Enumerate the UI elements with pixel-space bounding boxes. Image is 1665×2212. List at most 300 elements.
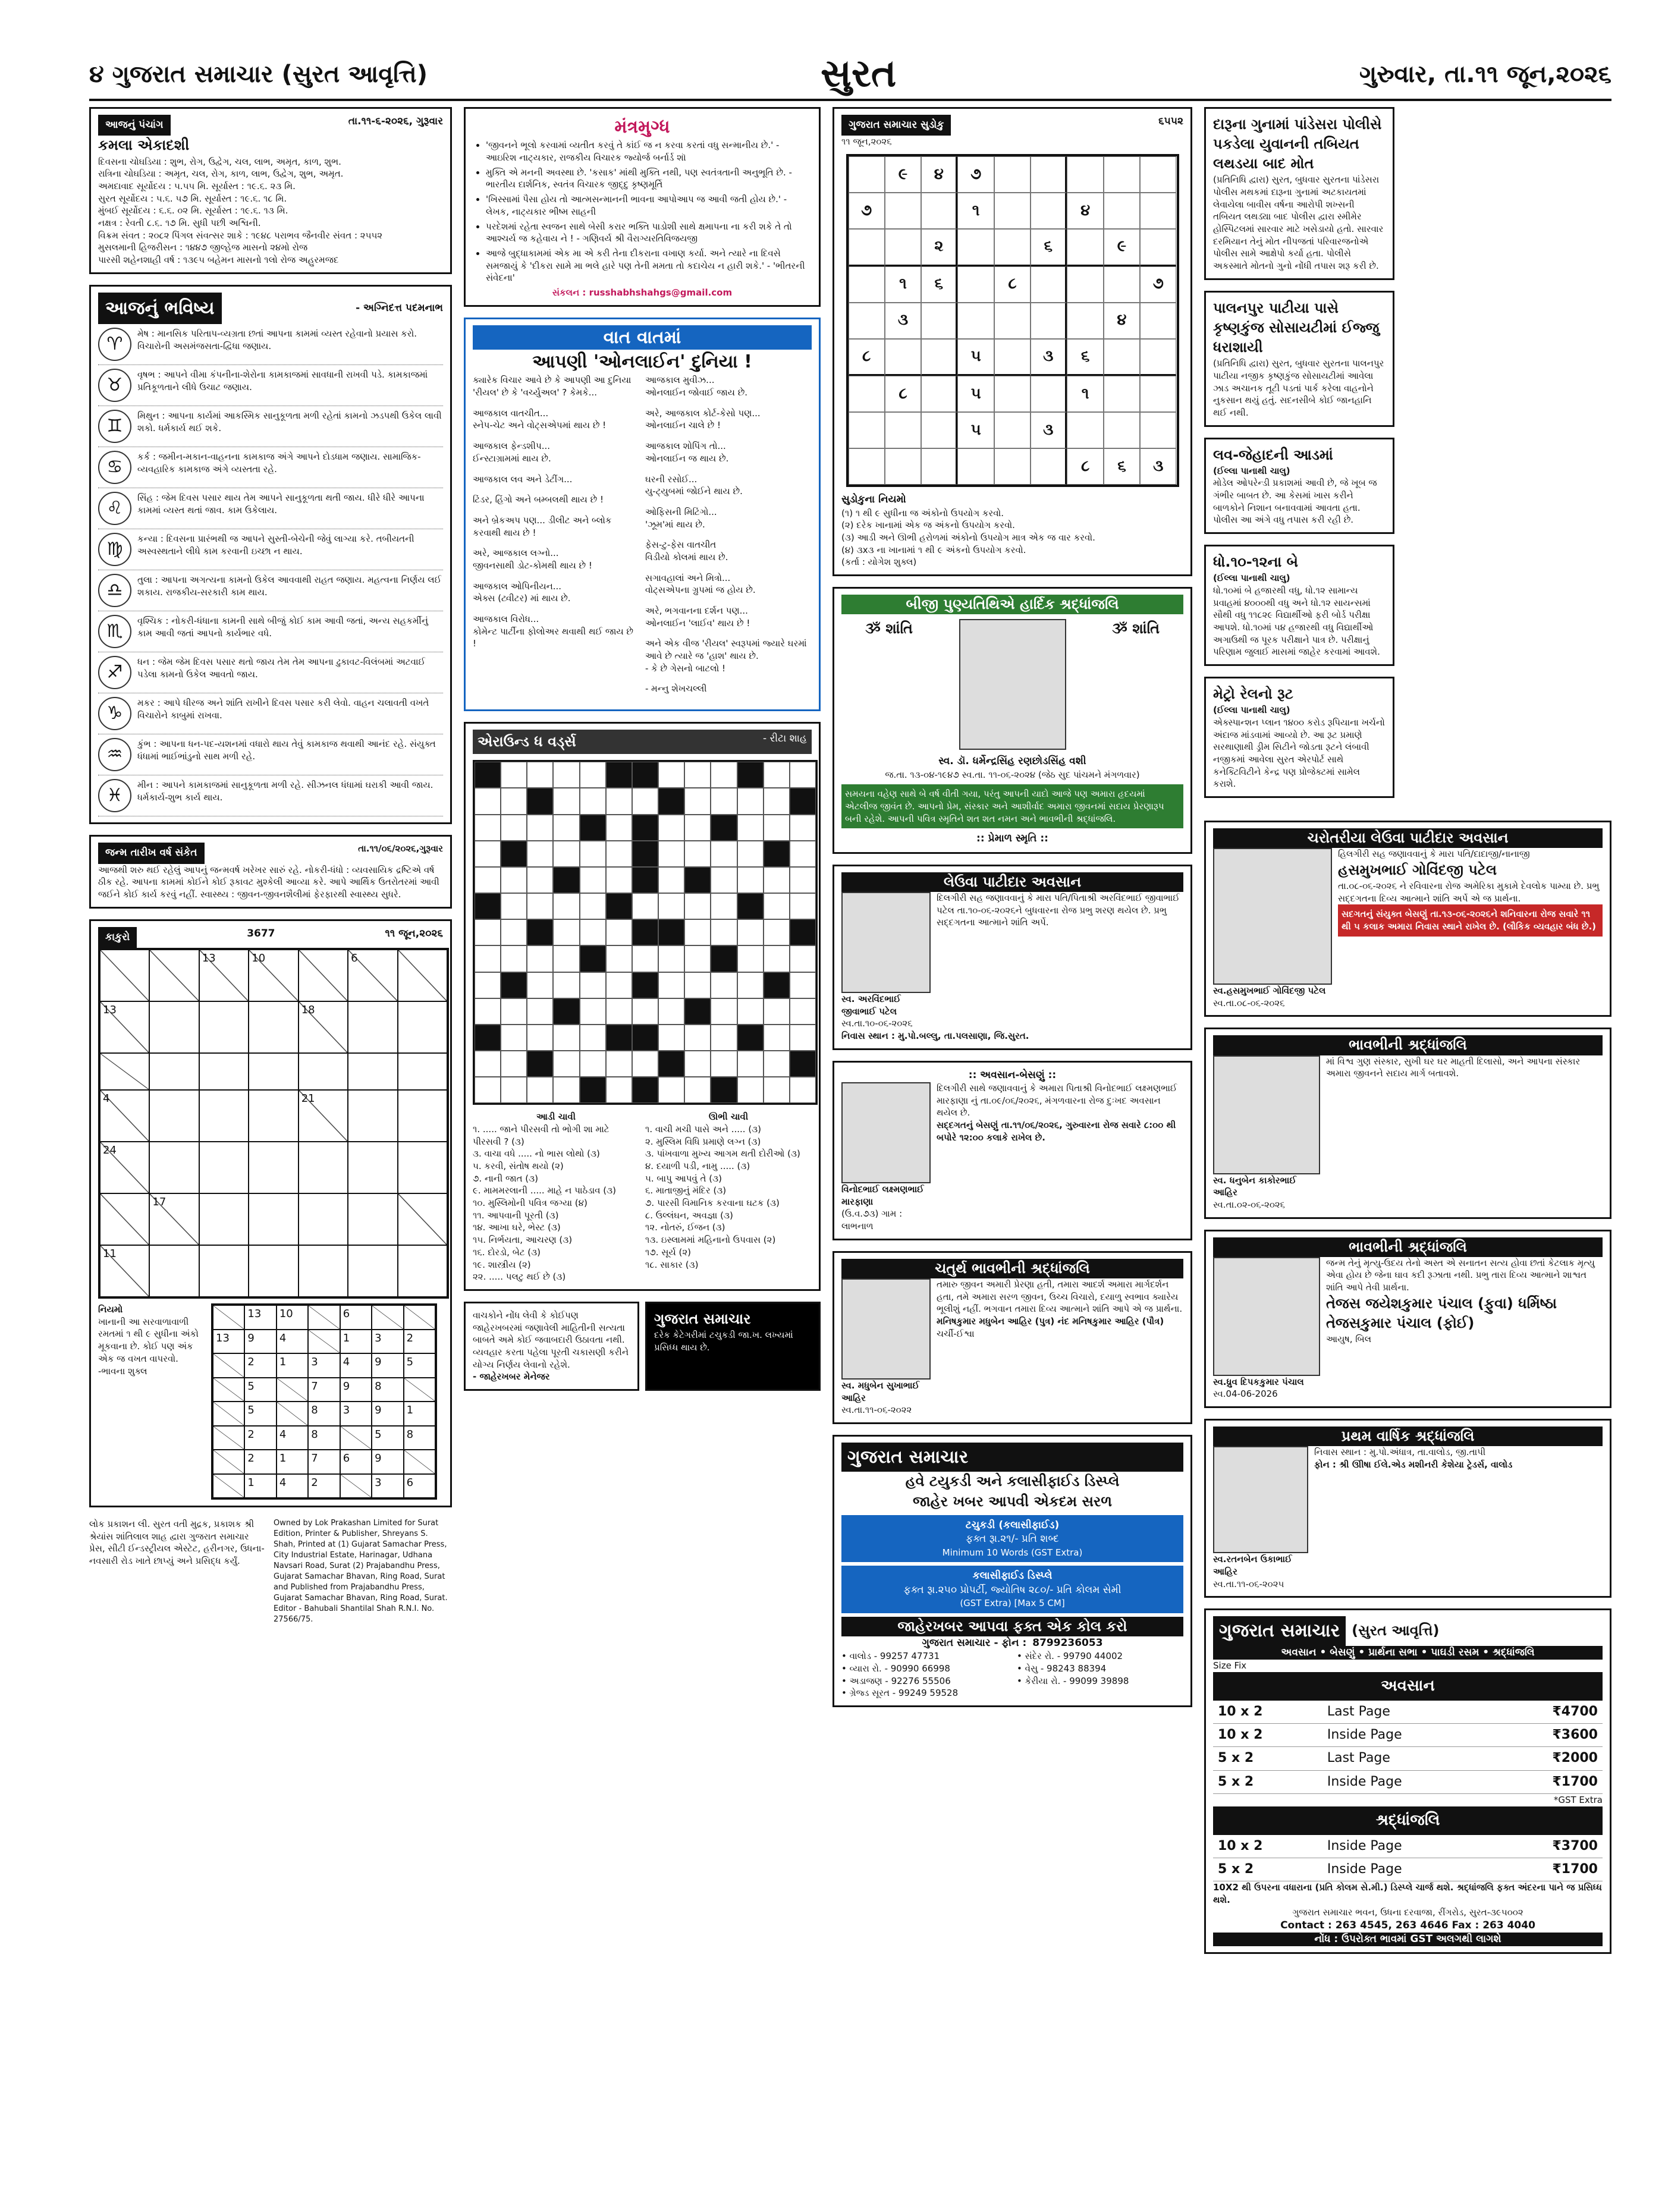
sudoku-cell[interactable] [1031, 156, 1067, 193]
crossword-block [658, 1051, 684, 1077]
crossword-cell[interactable] [553, 893, 579, 919]
crossword-cell[interactable] [711, 1051, 737, 1077]
kakuro-cell[interactable] [199, 1053, 249, 1090]
crossword-cell[interactable] [501, 1077, 527, 1103]
crossword-block [606, 893, 632, 919]
crossword-cell[interactable] [684, 1077, 711, 1103]
kakuro-cell[interactable] [348, 1001, 397, 1053]
sudoku-cell[interactable]: ૧ [885, 266, 921, 303]
kakuro-solution-cell: 1 [277, 1450, 308, 1474]
news-list [1204, 107, 1394, 798]
kakuro-cell[interactable] [348, 1193, 397, 1245]
crossword-cell[interactable] [475, 867, 501, 893]
sudoku-cell[interactable] [1031, 303, 1067, 339]
crossword-cell[interactable] [764, 867, 790, 893]
kakuro-solution-cell [277, 1378, 308, 1402]
kakuro-solution-cell: 4 [277, 1426, 308, 1450]
crossword-cell[interactable] [737, 788, 764, 814]
sudoku-cell[interactable] [849, 303, 885, 339]
sudoku-cell[interactable] [994, 376, 1031, 412]
sudoku-cell[interactable]: ૧ [957, 193, 994, 229]
crossword-cell[interactable] [737, 841, 764, 867]
sudoku-cell[interactable] [1104, 339, 1140, 376]
crossword-cell[interactable] [501, 867, 527, 893]
crossword-cell[interactable] [580, 1025, 606, 1051]
sudoku-cell[interactable] [1104, 266, 1140, 303]
rate-page: Inside Page [1322, 1770, 1492, 1793]
kakuro-cell[interactable] [398, 1001, 447, 1053]
crossword-cell[interactable] [684, 945, 711, 972]
crossword-cell[interactable] [475, 788, 501, 814]
crossword-cell[interactable] [553, 1051, 579, 1077]
sudoku-cell[interactable]: ૪ [1067, 193, 1103, 229]
kakuro-cell[interactable] [249, 1001, 298, 1053]
crossword-cell[interactable] [501, 919, 527, 945]
crossword-cell[interactable] [737, 1051, 764, 1077]
crossword-cell[interactable] [711, 841, 737, 867]
horoscope-text: મિથુન : આપના કાર્યમાં આકસ્મિક સાનુકૂળતા મળી રહેતાં કામનો ઝડપથી ઉકેલ લાવી શકો. ધર્મકાર્ય થઈ શકે. [137, 410, 442, 433]
crossword-cell[interactable] [501, 815, 527, 841]
sudoku-cell[interactable] [1067, 266, 1103, 303]
crossword-grid[interactable] [473, 760, 818, 1105]
crossword-cell[interactable] [580, 788, 606, 814]
crossword-cell[interactable] [684, 841, 711, 867]
kakuro-clue-cell: 17 [149, 1193, 199, 1245]
kakuro-cell[interactable] [199, 1142, 249, 1193]
crossword-cell[interactable] [527, 1025, 553, 1051]
rate-contact[interactable]: Contact : 263 4545, 263 4646 Fax : 263 4040 [1280, 1919, 1535, 1931]
crossword-cell[interactable] [606, 1077, 632, 1103]
kakuro-cell[interactable] [348, 1142, 397, 1193]
kakuro-cell[interactable] [199, 1193, 249, 1245]
sudoku-cell[interactable]: ૭ [957, 156, 994, 193]
sudoku-cell[interactable] [957, 229, 994, 266]
sudoku-cell[interactable] [1067, 303, 1103, 339]
crossword-cell[interactable] [790, 972, 816, 998]
kakuro-cell[interactable] [398, 1245, 447, 1297]
sudoku-cell[interactable] [921, 376, 957, 412]
kakuro-cell[interactable] [149, 1001, 199, 1053]
sudoku-cell[interactable] [994, 229, 1031, 266]
crossword-cell[interactable] [711, 972, 737, 998]
rate-size: 10 x 2 [1213, 1835, 1322, 1858]
crossword-cell[interactable] [553, 945, 579, 972]
crossword-cell[interactable] [737, 945, 764, 972]
sudoku-cell[interactable]: ૬ [1031, 229, 1067, 266]
sudoku-cell[interactable]: ૭ [849, 193, 885, 229]
crossword-cell[interactable] [632, 998, 658, 1025]
crossword-cell[interactable] [658, 972, 684, 998]
crossword-cell[interactable] [658, 867, 684, 893]
sudoku-cell[interactable]: ૮ [885, 376, 921, 412]
sudoku-cell[interactable]: ૪ [921, 156, 957, 193]
crossword-cell[interactable] [764, 919, 790, 945]
imprint [89, 1518, 452, 1625]
crossword-cell[interactable] [764, 762, 790, 788]
crossword-cell[interactable] [764, 893, 790, 919]
kakuro-cell[interactable] [348, 1053, 397, 1090]
sudoku-cell[interactable] [957, 303, 994, 339]
kakuro-solution-cell [213, 1450, 244, 1474]
kakuro-cell[interactable] [299, 1193, 348, 1245]
mantra-item: • પરદેશમાં રહેતા સ્વજન સાથે બેસી કરાર ભક્તિ પાડોશી સાથે ક્ષમાપના ના કરી શકે તે તો આશ્ચર્ય જ કહેવાય ને ! - ગણિવર્ય શ્રી વૈરાગ્યરતિવિજયજી [486, 221, 812, 245]
sudoku-cell[interactable] [1031, 448, 1067, 485]
crossword-cell[interactable] [737, 998, 764, 1025]
crossword-cell[interactable] [737, 1077, 764, 1103]
sudoku-cell[interactable] [1104, 412, 1140, 448]
sudoku-cell[interactable] [921, 193, 957, 229]
crossword-cell[interactable] [658, 762, 684, 788]
sudoku-cell[interactable]: ૯ [885, 156, 921, 193]
rate-price: ₹2000 [1492, 1747, 1603, 1770]
sudoku-cell[interactable] [885, 229, 921, 266]
crossword-cell[interactable] [527, 998, 553, 1025]
kakuro-solution-cell: 1 [404, 1402, 435, 1426]
crossword-cell[interactable] [580, 998, 606, 1025]
crossword-cell[interactable] [527, 867, 553, 893]
sudoku-cell[interactable] [885, 412, 921, 448]
crossword-cell[interactable] [553, 1025, 579, 1051]
crossword-cell[interactable] [737, 972, 764, 998]
pisces-icon: ♓ [98, 779, 131, 812]
vaat-line: આજકાલ ઓપિનીયન... એક્સ (ટ્વીટર) માં થાય છે. [473, 580, 571, 604]
sudoku-cell[interactable] [885, 339, 921, 376]
crossword-cell[interactable] [711, 893, 737, 919]
kakuro-cell[interactable] [249, 1053, 298, 1090]
crossword-cell[interactable] [711, 998, 737, 1025]
sudoku-cell[interactable]: ૩ [1140, 448, 1176, 485]
sudoku-cell[interactable] [1104, 376, 1140, 412]
sudoku-cell[interactable]: ૯ [1104, 229, 1140, 266]
sudoku-cell[interactable] [994, 303, 1031, 339]
crossword-cell[interactable] [632, 1051, 658, 1077]
crossword-cell[interactable] [684, 815, 711, 841]
crossword-cell[interactable] [475, 945, 501, 972]
kakuro-cell[interactable] [299, 1053, 348, 1090]
crossword-cell[interactable] [764, 788, 790, 814]
crossword-cell[interactable] [553, 919, 579, 945]
crossword-cell[interactable] [527, 762, 553, 788]
kakuro-cell[interactable] [348, 1245, 397, 1297]
sudoku-rules [841, 507, 1183, 557]
crossword-cell[interactable] [553, 815, 579, 841]
sudoku-cell[interactable] [1140, 376, 1176, 412]
crossword-cell[interactable] [790, 945, 816, 972]
crossword-cell[interactable] [501, 788, 527, 814]
crossword-cell[interactable] [527, 841, 553, 867]
rate-row [1213, 1770, 1603, 1793]
sudoku-cell[interactable] [994, 156, 1031, 193]
crossword-cell[interactable] [711, 919, 737, 945]
crossword-cell[interactable] [527, 1077, 553, 1103]
kakuro-cell[interactable] [348, 1090, 397, 1142]
crossword-cell[interactable] [684, 788, 711, 814]
mantra-box [464, 107, 821, 307]
crossword-cell[interactable] [684, 1051, 711, 1077]
crossword-cell[interactable] [501, 893, 527, 919]
kakuro-solution-cell [340, 1474, 372, 1498]
crossword-cell[interactable] [711, 762, 737, 788]
crossword-cell[interactable] [684, 762, 711, 788]
sudoku-cell[interactable]: ૫ [957, 376, 994, 412]
crossword-cell[interactable] [475, 919, 501, 945]
crossword-cell[interactable] [632, 893, 658, 919]
crossword-cell[interactable] [764, 815, 790, 841]
crossword-cell[interactable] [527, 972, 553, 998]
crossword-cell[interactable] [475, 1051, 501, 1077]
sudoku-cell[interactable]: ૬ [1067, 339, 1103, 376]
crossword-cell[interactable] [764, 998, 790, 1025]
crossword-cell[interactable] [475, 972, 501, 998]
sudoku-cell[interactable] [921, 412, 957, 448]
sudoku-cell[interactable] [1067, 156, 1103, 193]
scorpio-icon: ♏ [98, 615, 131, 648]
horoscope-item [98, 734, 443, 775]
sudoku-cell[interactable] [957, 448, 994, 485]
crossword-cell[interactable] [711, 1025, 737, 1051]
crossword-cell[interactable] [790, 815, 816, 841]
sudoku-cell[interactable]: ૮ [849, 339, 885, 376]
sudoku-cell[interactable]: ૭ [1140, 266, 1176, 303]
sudoku-cell[interactable] [994, 339, 1031, 376]
sudoku-cell[interactable] [849, 229, 885, 266]
crossword-cell[interactable] [475, 841, 501, 867]
vaat-line: આજકાલ ફેન્ડશીપ... ઈન્સ્ટાગ્રામમાં થાય છે. [473, 441, 551, 464]
sudoku-cell[interactable]: ૧ [1067, 376, 1103, 412]
crossword-cell[interactable] [501, 1051, 527, 1077]
kakuro-cell[interactable] [199, 1001, 249, 1053]
kakuro-cell[interactable] [199, 1245, 249, 1297]
sudoku-cell[interactable] [994, 412, 1031, 448]
crossword-cell[interactable] [658, 1077, 684, 1103]
sudoku-cell[interactable] [1104, 156, 1140, 193]
sudoku-cell[interactable] [1104, 193, 1140, 229]
crossword-cell[interactable] [553, 788, 579, 814]
crossword-cell[interactable] [658, 815, 684, 841]
kakuro-cell[interactable] [398, 1142, 447, 1193]
rate-page: Last Page [1322, 1747, 1492, 1770]
sudoku-rule: (૨) દરેક ખાનામાં એક જ અંકનો ઉપયોગ કરવો. [841, 520, 1015, 531]
crossword-cell[interactable] [606, 815, 632, 841]
obit7-box [832, 1251, 1192, 1424]
crossword-cell[interactable] [737, 867, 764, 893]
crossword-cell[interactable] [580, 1051, 606, 1077]
panchang-line: સુરત સૂર્યોદય : ૫.૬. ૫૭ મિ. સૂર્યાસ્ત : ૧૯.૬. ૧૮ મિ. [98, 193, 287, 204]
sudoku-cell[interactable] [1031, 376, 1067, 412]
sudoku-cell[interactable] [1067, 229, 1103, 266]
sudoku-cell[interactable] [885, 193, 921, 229]
kakuro-solution-cell: 2 [244, 1353, 276, 1378]
sudoku-cell[interactable] [1031, 266, 1067, 303]
crossword-cell[interactable] [527, 815, 553, 841]
crossword-cell[interactable] [711, 788, 737, 814]
crossword-cell[interactable] [684, 919, 711, 945]
crossword-cell[interactable] [632, 788, 658, 814]
crossword-cell[interactable] [553, 972, 579, 998]
crossword-cell[interactable] [764, 1077, 790, 1103]
crossword-cell[interactable] [527, 893, 553, 919]
obit2-prayer: સદગતનું સંયુક્ત બેસણું તા.૧૩-૦૬-૨૦૨૬ને શનિવારના રોજ સવારે ૧૧ થી ૫ કલાક અમારા નિવાસ સ્થાને રાખેલ છે. (લૌકિક વ્યવહાર બંધ છે.) [1338, 904, 1603, 936]
sudoku-cell[interactable]: ૫ [957, 412, 994, 448]
crossword-cell[interactable] [501, 998, 527, 1025]
classified-phone[interactable]: 8799236053 [1032, 1636, 1103, 1649]
crossword-cell[interactable] [606, 841, 632, 867]
crossword-cell[interactable] [790, 1077, 816, 1103]
kakuro-grid[interactable] [98, 948, 449, 1299]
kakuro-cell[interactable] [249, 1142, 298, 1193]
kakuro-cell[interactable] [398, 1090, 447, 1142]
sudoku-cell[interactable] [1140, 229, 1176, 266]
sudoku-cell[interactable]: ૮ [1067, 448, 1103, 485]
sudoku-cell[interactable] [1140, 156, 1176, 193]
crossword-cell[interactable] [606, 972, 632, 998]
sudoku-cell[interactable]: ૫ [957, 339, 994, 376]
crossword-cell[interactable] [790, 998, 816, 1025]
sudoku-cell[interactable] [849, 412, 885, 448]
crossword-cell[interactable] [580, 841, 606, 867]
crossword-cell[interactable] [553, 762, 579, 788]
crossword-cell[interactable] [684, 972, 711, 998]
crossword-cell[interactable] [606, 919, 632, 945]
sudoku-cell[interactable] [921, 303, 957, 339]
sudoku-cell[interactable]: ૨ [921, 229, 957, 266]
crossword-cell[interactable] [606, 788, 632, 814]
panchang-line: મુંબઈ સૂર્યોદય : ૬.૬. ૦૨ મિ. સૂર્યાસ્ત : ૧૯.૬. ૧૩ મિ. [98, 205, 288, 216]
horoscope-item [98, 488, 443, 529]
crossword-cell[interactable] [790, 893, 816, 919]
crossword-cell[interactable] [580, 867, 606, 893]
crossword-cell[interactable] [790, 762, 816, 788]
sudoku-cell[interactable]: ૬ [1104, 448, 1140, 485]
crossword-cell[interactable] [580, 762, 606, 788]
kakuro-cell[interactable] [249, 1245, 298, 1297]
rate-size: 10 x 2 [1213, 1724, 1322, 1747]
obit1-body: સમયના વહેણ સાથે બે વર્ષ વીતી ગયા, પરંતુ આપની યાદો આજે પણ અમારા હૃદયમાં એટલીજ જીવંત છે. આપનો પ્રેમ, સંસ્કાર અને આશીર્વાદ અમારા જીવનમાં સદાય પ્રેરણારૂપ બની રહેશે. આપની પવિત્ર સ્મૃતિને શત શત નમન અને ભાવભીની શ્રદ્ધાંજલિ. [841, 784, 1183, 828]
obit1-box [832, 587, 1192, 854]
crossword-cell[interactable] [790, 867, 816, 893]
kakuro-cell[interactable] [149, 1245, 199, 1297]
panchang-line: વિક્રમ સંવત : ૨૦૮૨ પિંગલ સંવત્સર શાકે : ૧૯૪૮ પરાભવ જૈનવીર સંવત : ૨૫૫૨ [98, 230, 383, 241]
kakuro-cell[interactable] [398, 1053, 447, 1090]
obit1-shanti-right: ૐ શાંતિ [1112, 620, 1160, 637]
across-clue: ૧૫. નિર્ભયતા, આચરણ (૩) [473, 1234, 573, 1246]
crossword-cell[interactable] [527, 945, 553, 972]
sudoku-cell[interactable] [994, 448, 1031, 485]
sudoku-cell[interactable] [1140, 339, 1176, 376]
crossword-cell[interactable] [764, 1051, 790, 1077]
kakuro-solution-cell: 1 [340, 1330, 372, 1354]
obit7-date: સ્વ.તા.૧૧-૦૬-૨૦૨૨ [841, 1405, 912, 1416]
obit5-box [1204, 1230, 1611, 1408]
kakuro-cell[interactable] [149, 1090, 199, 1142]
crossword-cell[interactable] [501, 1025, 527, 1051]
sudoku-cell[interactable] [957, 266, 994, 303]
crossword-cell[interactable] [501, 762, 527, 788]
crossword-cell[interactable] [737, 919, 764, 945]
crossword-cell[interactable] [606, 867, 632, 893]
kakuro-solution-cell [213, 1426, 244, 1450]
sudoku-cell[interactable] [849, 448, 885, 485]
crossword-cell[interactable] [658, 841, 684, 867]
down-clue: ૧૩. ઇસ્લામમાં મહિનાનો ઉપવાસ (૨) [645, 1234, 776, 1246]
sudoku-cell[interactable]: ૪ [1104, 303, 1140, 339]
news-headline: લવ-જેહાદની આડમાં [1213, 446, 1333, 463]
crossword-cell[interactable] [658, 945, 684, 972]
sudoku-cell[interactable] [1140, 193, 1176, 229]
sudoku-cell[interactable] [849, 156, 885, 193]
kakuro-solution-cell: 6 [404, 1474, 435, 1498]
sudoku-cell[interactable]: ૩ [1031, 412, 1067, 448]
sudoku-cell[interactable]: ૬ [921, 266, 957, 303]
sudoku-grid[interactable] [846, 154, 1179, 487]
obit7-photo [841, 1278, 931, 1380]
crossword-cell[interactable] [501, 945, 527, 972]
crossword-cell[interactable] [553, 841, 579, 867]
crossword-cell[interactable] [764, 945, 790, 972]
crossword-cell[interactable] [475, 1077, 501, 1103]
crossword-cell[interactable] [790, 1025, 816, 1051]
kakuro-cell[interactable] [199, 1090, 249, 1142]
sudoku-cell[interactable] [885, 448, 921, 485]
sudoku-cell[interactable] [994, 193, 1031, 229]
sudoku-cell[interactable] [849, 376, 885, 412]
kakuro-cell[interactable] [249, 1090, 298, 1142]
crossword-cell[interactable] [658, 998, 684, 1025]
crossword-cell[interactable] [684, 1025, 711, 1051]
crossword-cell[interactable] [711, 867, 737, 893]
crossword-cell[interactable] [580, 972, 606, 998]
kakuro-cell[interactable] [149, 1053, 199, 1090]
sudoku-cell[interactable]: ૮ [994, 266, 1031, 303]
mantra-item: • આજે બુદ્ધાકામમાં એક મા એ કરી તેના દીકરાના વખાણ કર્યા. અને ત્યારે ના દિવસે સમજાયું કે 'દીકરા સામે મા ભલે હારે પણ તેની મમતા તો કદાચેય ન હારી શકે.' - 'ભીતરની સંવેદના' [486, 247, 812, 284]
kakuro-cell[interactable] [299, 1245, 348, 1297]
sudoku-cell[interactable] [921, 448, 957, 485]
crossword-cell[interactable] [580, 919, 606, 945]
kakuro-cell[interactable] [249, 1193, 298, 1245]
crossword-cell[interactable] [475, 815, 501, 841]
crossword-cell[interactable] [475, 998, 501, 1025]
crossword-cell[interactable] [553, 1077, 579, 1103]
sudoku-cell[interactable] [921, 339, 957, 376]
crossword-cell[interactable] [658, 1025, 684, 1051]
sudoku-cell[interactable] [849, 266, 885, 303]
crossword-cell[interactable] [737, 815, 764, 841]
crossword-cell[interactable] [606, 998, 632, 1025]
crossword-cell[interactable] [606, 945, 632, 972]
sudoku-cell[interactable] [1140, 412, 1176, 448]
crossword-cell[interactable] [580, 893, 606, 919]
sudoku-cell[interactable] [1140, 303, 1176, 339]
kakuro-clue-cell [299, 950, 348, 1001]
sudoku-cell[interactable] [1067, 412, 1103, 448]
crossword-cell[interactable] [764, 1025, 790, 1051]
kakuro-cell[interactable] [149, 1142, 199, 1193]
rate-page: Last Page [1322, 1701, 1492, 1724]
crossword-cell[interactable] [658, 893, 684, 919]
sudoku-cell[interactable] [1031, 193, 1067, 229]
down-clue: ૬. માતાજીનું મંદિર (૩) [645, 1185, 727, 1196]
crossword-cell[interactable] [684, 893, 711, 919]
column-center [464, 107, 821, 1402]
crossword-cell[interactable] [632, 945, 658, 972]
horoscope-item [98, 775, 443, 816]
kakuro-cell[interactable] [299, 1142, 348, 1193]
sudoku-cell[interactable]: ૩ [885, 303, 921, 339]
crossword-cell[interactable] [606, 1051, 632, 1077]
news-headline: પાલનપુર પાટીયા પાસે કૃષ્ણકુંજ સોસાયટીમાં ઈજ્જુ ધરાશાયી [1213, 299, 1380, 356]
crossword-cell[interactable] [790, 841, 816, 867]
sudoku-cell[interactable]: ૩ [1031, 339, 1067, 376]
